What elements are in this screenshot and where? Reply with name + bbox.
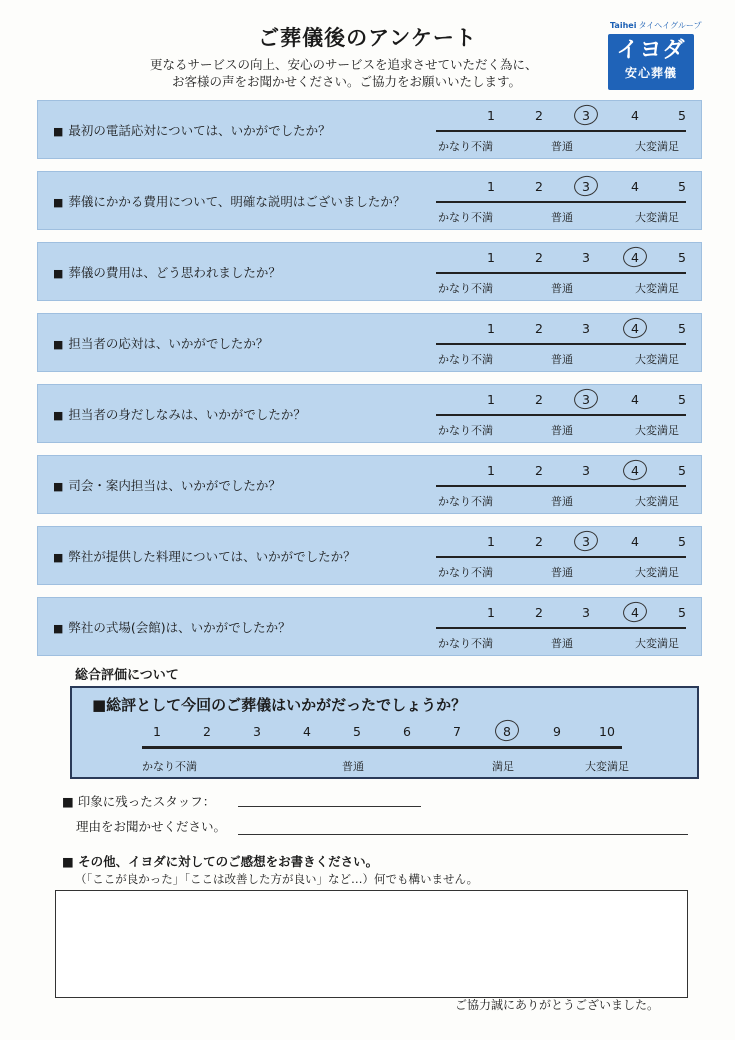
rating-low-label: かなり不満	[438, 424, 493, 437]
question-marker: ■	[53, 480, 64, 493]
overall-box	[70, 686, 699, 779]
page-title: ご葬儀後のアンケート	[258, 26, 477, 50]
rating-high-label: 大変満足	[635, 424, 679, 437]
overall-rating-option[interactable]: 1	[153, 724, 161, 739]
reason-label: 理由をお聞かせください。	[76, 819, 227, 834]
rating-scale-bar	[436, 272, 686, 274]
rating-option[interactable]: 4	[631, 179, 639, 194]
rating-scale	[436, 314, 688, 373]
rating-scale-bar	[436, 627, 686, 629]
rating-option[interactable]: 4	[631, 463, 639, 478]
rating-option[interactable]: 1	[487, 534, 495, 549]
rating-option[interactable]: 2	[535, 250, 543, 265]
question-text	[53, 527, 356, 586]
reason-answer-line[interactable]	[238, 834, 688, 835]
overall-rating-option[interactable]: 6	[403, 724, 411, 739]
intro-line-2: お客様の声をお聞かせください。ご協力をお願いいたします。	[172, 74, 522, 89]
overall-rating-option[interactable]: 8	[503, 724, 511, 739]
overall-high-label: 大変満足	[585, 760, 629, 773]
selected-rating-circle	[621, 458, 649, 483]
overall-rating-option[interactable]: 7	[453, 724, 461, 739]
rating-scale-bar	[436, 130, 686, 132]
question-text	[53, 243, 281, 302]
rating-option[interactable]: 2	[535, 605, 543, 620]
overall-low-label: かなり不満	[142, 760, 197, 773]
rating-scale	[436, 385, 688, 444]
rating-option[interactable]: 3	[582, 250, 590, 265]
rating-option[interactable]: 2	[535, 534, 543, 549]
question-row	[37, 100, 702, 159]
rating-option[interactable]: 4	[631, 250, 639, 265]
selected-rating-circle	[621, 316, 649, 341]
question-text	[53, 101, 331, 160]
rating-option[interactable]: 1	[487, 605, 495, 620]
question-label: 最初の電話応対については、いかがでしたか？	[68, 123, 331, 138]
rating-option[interactable]: 1	[487, 321, 495, 336]
overall-rating-option[interactable]: 4	[303, 724, 311, 739]
rating-scale-bar	[436, 343, 686, 345]
rating-scale	[436, 598, 688, 657]
intro-line-1: 更なるサービスの向上、安心のサービスを追求させていただく為に、	[150, 57, 538, 72]
rating-option[interactable]: 3	[582, 605, 590, 620]
rating-low-label: かなり不満	[438, 637, 493, 650]
rating-option[interactable]: 2	[535, 321, 543, 336]
rating-low-label: かなり不満	[438, 140, 493, 153]
logo-box	[608, 34, 694, 90]
thanks-text: ご協力誠にありがとうございました。	[455, 998, 660, 1012]
rating-option[interactable]: 2	[535, 392, 543, 407]
rating-scale	[436, 456, 688, 515]
overall-satisfied-label: 満足	[492, 760, 514, 773]
staff-question: ■ 印象に残ったスタッフ：	[62, 794, 216, 809]
question-marker: ■	[53, 125, 64, 138]
intro-text	[150, 56, 538, 90]
rating-option[interactable]: 1	[487, 108, 495, 123]
rating-option[interactable]: 3	[582, 179, 590, 194]
other-question: ■ その他、イヨダに対してのご感想をお書きください。	[62, 854, 379, 869]
rating-option[interactable]: 1	[487, 179, 495, 194]
rating-mid-label: 普通	[551, 495, 573, 508]
question-row	[37, 242, 702, 301]
selected-rating-circle	[621, 245, 649, 270]
rating-option[interactable]: 3	[582, 463, 590, 478]
comment-box[interactable]	[55, 890, 688, 998]
overall-rating-option[interactable]: 5	[353, 724, 361, 739]
rating-option[interactable]: 3	[582, 534, 590, 549]
question-label: 担当者の身だしなみは、いかがでしたか？	[68, 407, 306, 422]
question-text	[53, 385, 306, 444]
brand-en: Taihei	[610, 21, 637, 30]
overall-scale-bar	[142, 746, 622, 749]
logo-sub: 安心葬儀	[624, 66, 677, 80]
question-label: 葬儀にかかる費用について、明確な説明はございましたか？	[68, 194, 406, 209]
rating-option[interactable]: 4	[631, 534, 639, 549]
question-label: 担当者の応対は、いかがでしたか？	[68, 336, 269, 351]
rating-option[interactable]: 5	[678, 179, 686, 194]
rating-scale	[436, 527, 688, 586]
company-logo	[608, 20, 702, 90]
question-row	[37, 597, 702, 656]
rating-mid-label: 普通	[551, 211, 573, 224]
rating-high-label: 大変満足	[635, 211, 679, 224]
rating-option[interactable]: 2	[535, 179, 543, 194]
rating-option[interactable]: 5	[678, 108, 686, 123]
brand-line	[608, 20, 702, 31]
question-text	[53, 456, 281, 515]
selected-rating-circle	[572, 103, 600, 128]
rating-option[interactable]: 5	[678, 392, 686, 407]
rating-scale-bar	[436, 414, 686, 416]
selected-rating-circle	[572, 529, 600, 554]
question-label: 弊社の式場(会館)は、いかがでしたか？	[68, 620, 291, 635]
rating-option[interactable]: 5	[678, 250, 686, 265]
rating-high-label: 大変満足	[635, 637, 679, 650]
question-label: 葬儀の費用は、どう思われましたか？	[68, 265, 281, 280]
rating-mid-label: 普通	[551, 566, 573, 579]
rating-mid-label: 普通	[551, 353, 573, 366]
rating-low-label: かなり不満	[438, 566, 493, 579]
rating-low-label: かなり不満	[438, 495, 493, 508]
staff-answer-line[interactable]	[238, 806, 421, 807]
rating-scale	[436, 172, 688, 231]
rating-option[interactable]: 2	[535, 463, 543, 478]
rating-option[interactable]: 4	[631, 605, 639, 620]
overall-mid-label: 普通	[342, 760, 364, 773]
overall-question: ■総評として今回のご葬儀はいかがだったでしょうか？	[92, 696, 467, 714]
overall-rating-option[interactable]: 9	[553, 724, 561, 739]
question-marker: ■	[53, 196, 64, 209]
rating-option[interactable]: 4	[631, 108, 639, 123]
rating-option[interactable]: 3	[582, 321, 590, 336]
rating-mid-label: 普通	[551, 282, 573, 295]
rating-option[interactable]: 5	[678, 605, 686, 620]
rating-option[interactable]: 4	[631, 392, 639, 407]
rating-scale-bar	[436, 201, 686, 203]
question-text	[53, 314, 268, 373]
rating-option[interactable]: 2	[535, 108, 543, 123]
rating-option[interactable]: 5	[678, 463, 686, 478]
question-marker: ■	[53, 409, 64, 422]
question-row	[37, 455, 702, 514]
question-row	[37, 526, 702, 585]
rating-option[interactable]: 1	[487, 250, 495, 265]
question-label: 司会・案内担当は、いかがでしたか？	[68, 478, 281, 493]
overall-selected-circle	[493, 718, 521, 744]
question-marker: ■	[53, 622, 64, 635]
rating-low-label: かなり不満	[438, 353, 493, 366]
rating-scale-bar	[436, 485, 686, 487]
selected-rating-circle	[572, 387, 600, 412]
rating-high-label: 大変満足	[635, 495, 679, 508]
question-marker: ■	[53, 551, 64, 564]
rating-scale-bar	[436, 556, 686, 558]
question-marker: ■	[53, 267, 64, 280]
question-label: 弊社が提供した料理については、いかがでしたか？	[68, 549, 356, 564]
rating-mid-label: 普通	[551, 424, 573, 437]
selected-rating-circle	[572, 174, 600, 199]
rating-high-label: 大変満足	[635, 140, 679, 153]
rating-mid-label: 普通	[551, 637, 573, 650]
rating-option[interactable]: 3	[582, 108, 590, 123]
question-text	[53, 172, 405, 231]
rating-option[interactable]: 3	[582, 392, 590, 407]
question-row	[37, 384, 702, 443]
question-row	[37, 171, 702, 230]
rating-option[interactable]: 5	[678, 534, 686, 549]
rating-scale	[436, 243, 688, 302]
question-marker: ■	[53, 338, 64, 351]
rating-high-label: 大変満足	[635, 353, 679, 366]
rating-option[interactable]: 1	[487, 392, 495, 407]
other-hint: （「ここが良かった」「ここは改善した方が良い」など…）何でも構いません。	[75, 872, 479, 886]
brand-jp: タイヘイグループ	[638, 21, 702, 30]
overall-section-label: 総合評価について	[75, 668, 179, 683]
overall-rating-option[interactable]: 2	[203, 724, 211, 739]
rating-high-label: 大変満足	[635, 282, 679, 295]
rating-option[interactable]: 1	[487, 463, 495, 478]
question-text	[53, 598, 291, 657]
logo-main: イヨダ	[616, 38, 686, 63]
selected-rating-circle	[621, 600, 649, 625]
rating-high-label: 大変満足	[635, 566, 679, 579]
overall-rating-option[interactable]: 3	[253, 724, 261, 739]
rating-option[interactable]: 5	[678, 321, 686, 336]
rating-low-label: かなり不満	[438, 211, 493, 224]
question-row	[37, 313, 702, 372]
rating-scale	[436, 101, 688, 160]
overall-rating-option[interactable]: 10	[599, 724, 615, 739]
rating-low-label: かなり不満	[438, 282, 493, 295]
rating-mid-label: 普通	[551, 140, 573, 153]
rating-option[interactable]: 4	[631, 321, 639, 336]
